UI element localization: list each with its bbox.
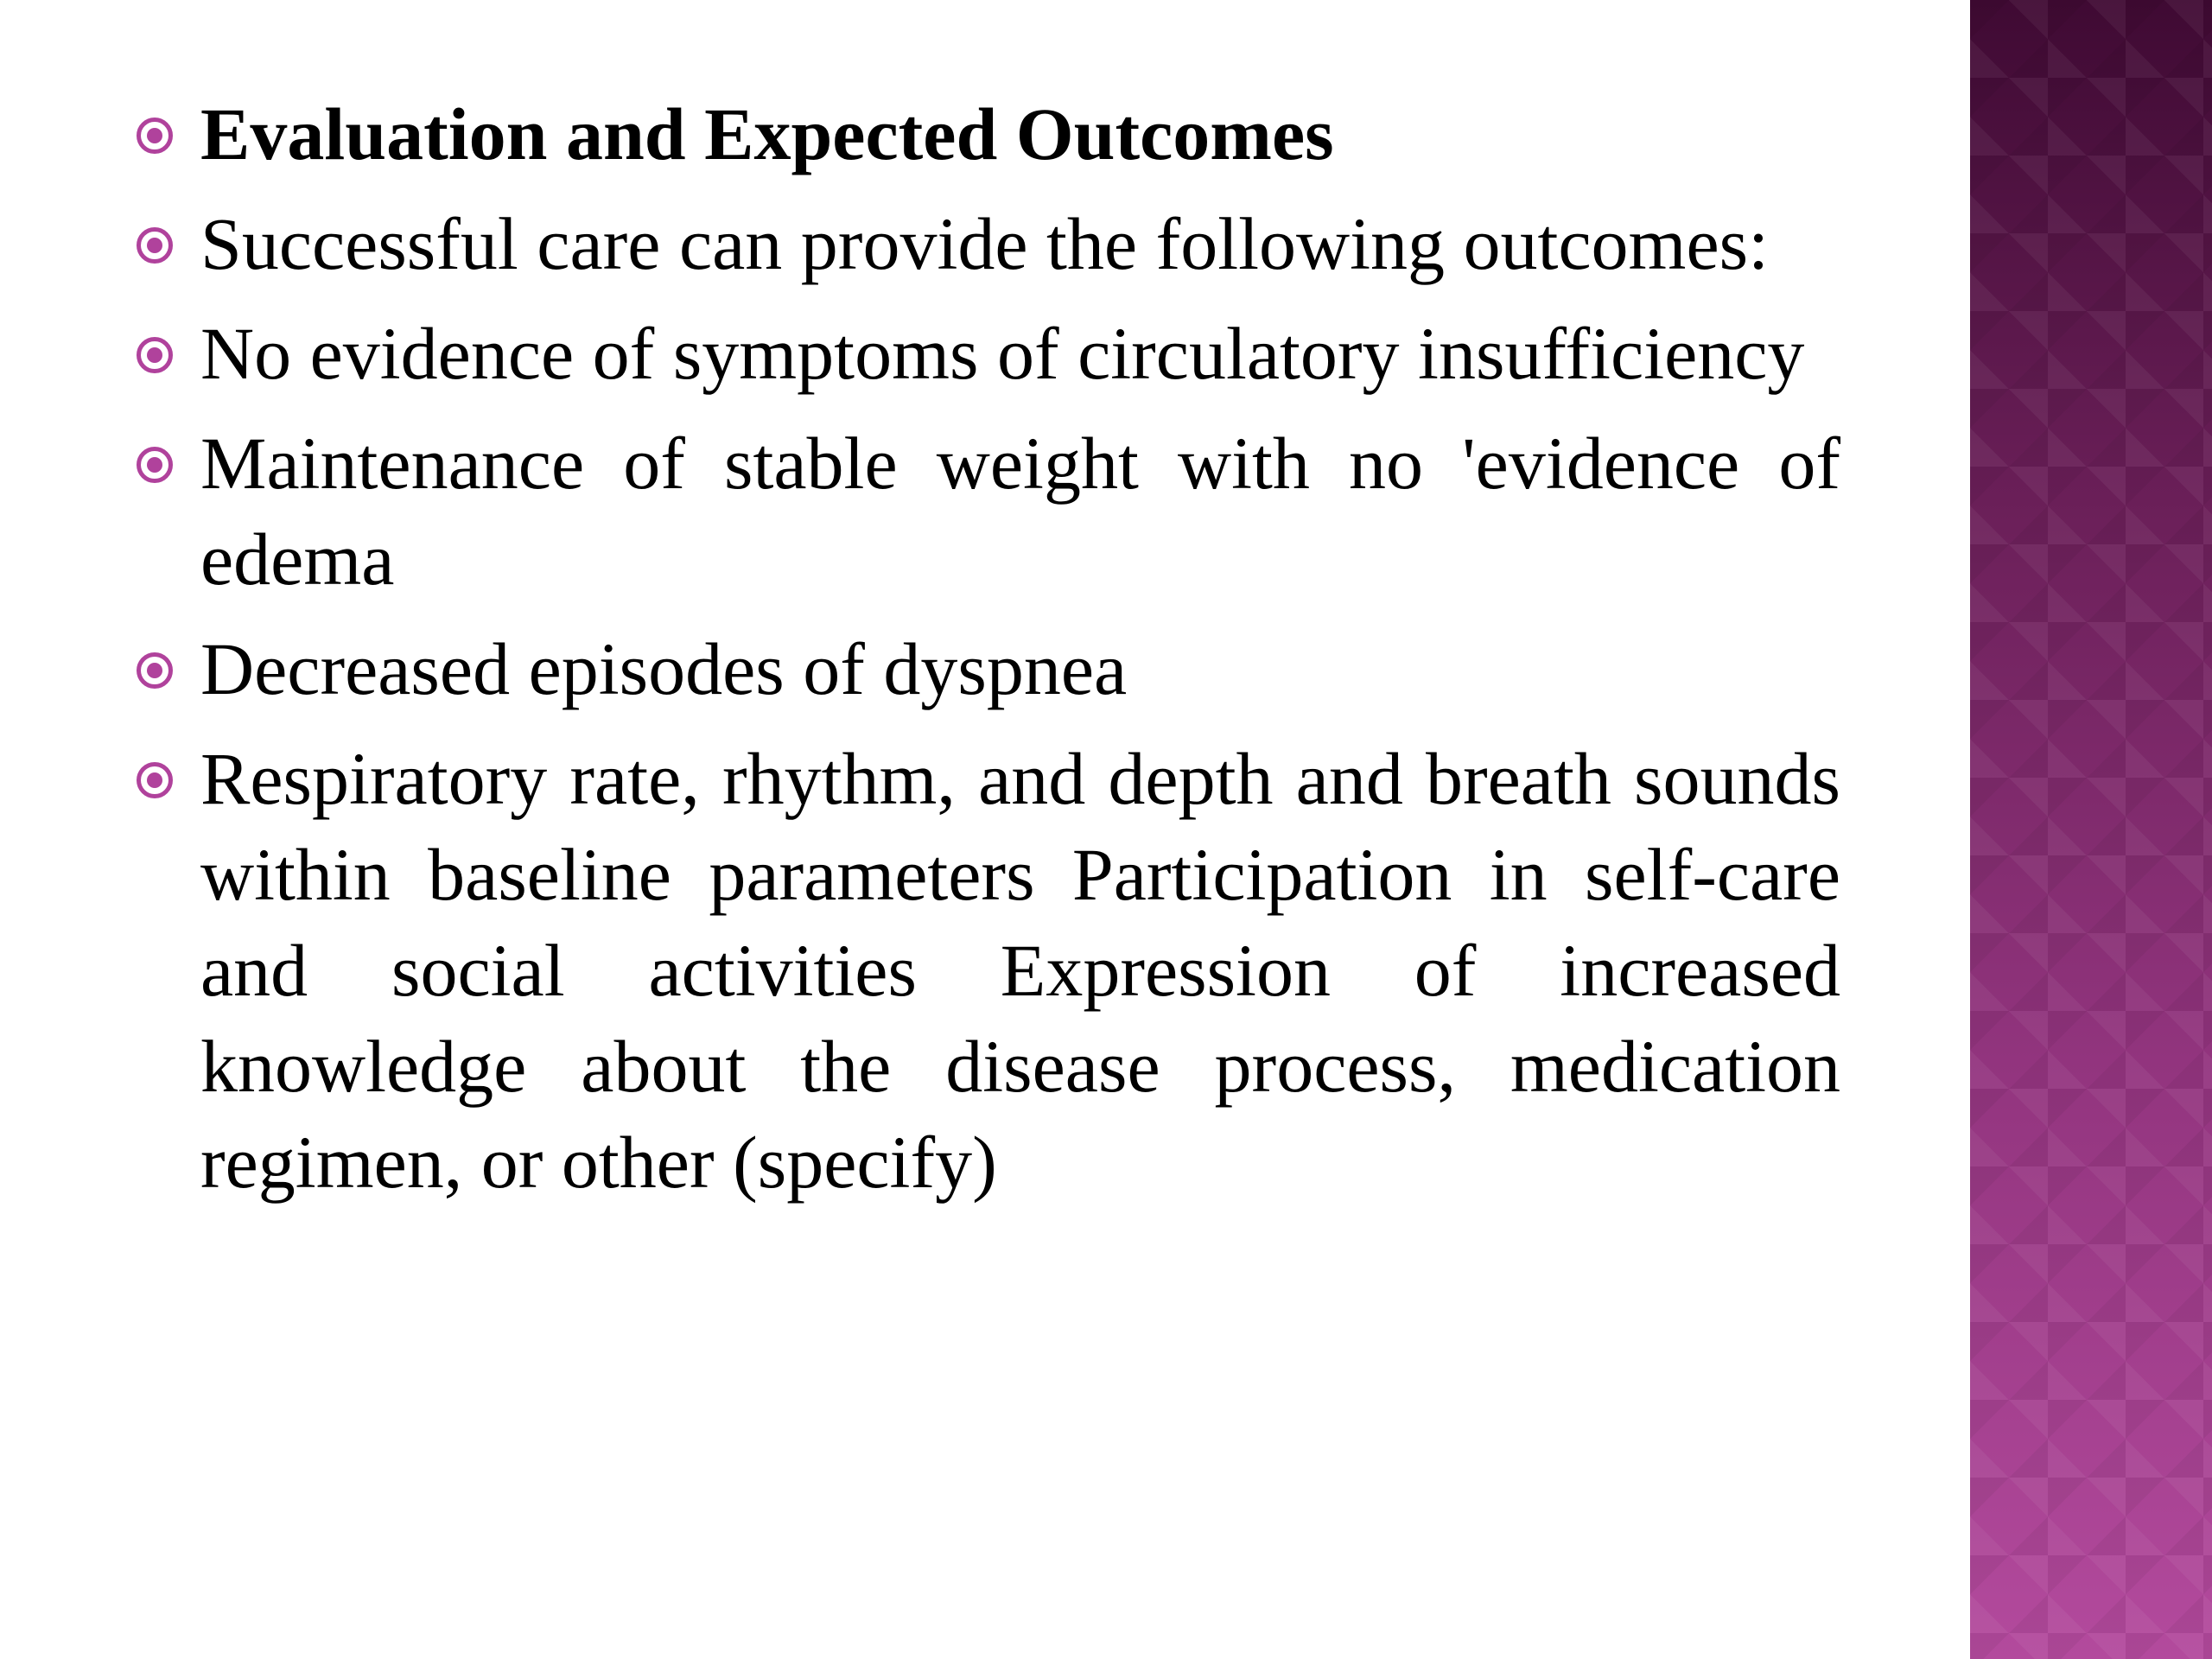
slide-content (130, 86, 1840, 1555)
circle-bullet-icon (137, 337, 173, 373)
bullet-text: Decreased episodes of dyspnea (200, 627, 1128, 710)
bullet-item-heading (130, 86, 1840, 182)
circle-bullet-icon (137, 652, 173, 689)
bullet-text: Successful care can provide the following outcomes: (200, 202, 1769, 285)
bullet-item (130, 306, 1840, 402)
circle-bullet-icon (137, 762, 173, 798)
decorative-side-band (1970, 0, 2212, 1659)
bullet-text: Respiratory rate, rhythm, and depth and breath sounds within baseline parameters Participation in self-care and social activities Expression of increased knowledge about the disease process, medication regimen, or other (specify) (200, 737, 1840, 1204)
bullet-text: No evidence of symptoms of circulatory insufficiency (200, 312, 1805, 395)
circle-bullet-icon (137, 227, 173, 264)
circle-bullet-icon (137, 118, 173, 154)
circle-bullet-icon (137, 447, 173, 483)
bullet-item (130, 621, 1840, 717)
bullet-item (130, 731, 1840, 1211)
bullet-text: Maintenance of stable weight with no 'evidence of edema (200, 422, 1840, 601)
bullet-list (130, 86, 1840, 1211)
bullet-item (130, 416, 1840, 607)
bullet-text: Evaluation and Expected Outcomes (200, 92, 1334, 175)
bullet-item (130, 196, 1840, 292)
